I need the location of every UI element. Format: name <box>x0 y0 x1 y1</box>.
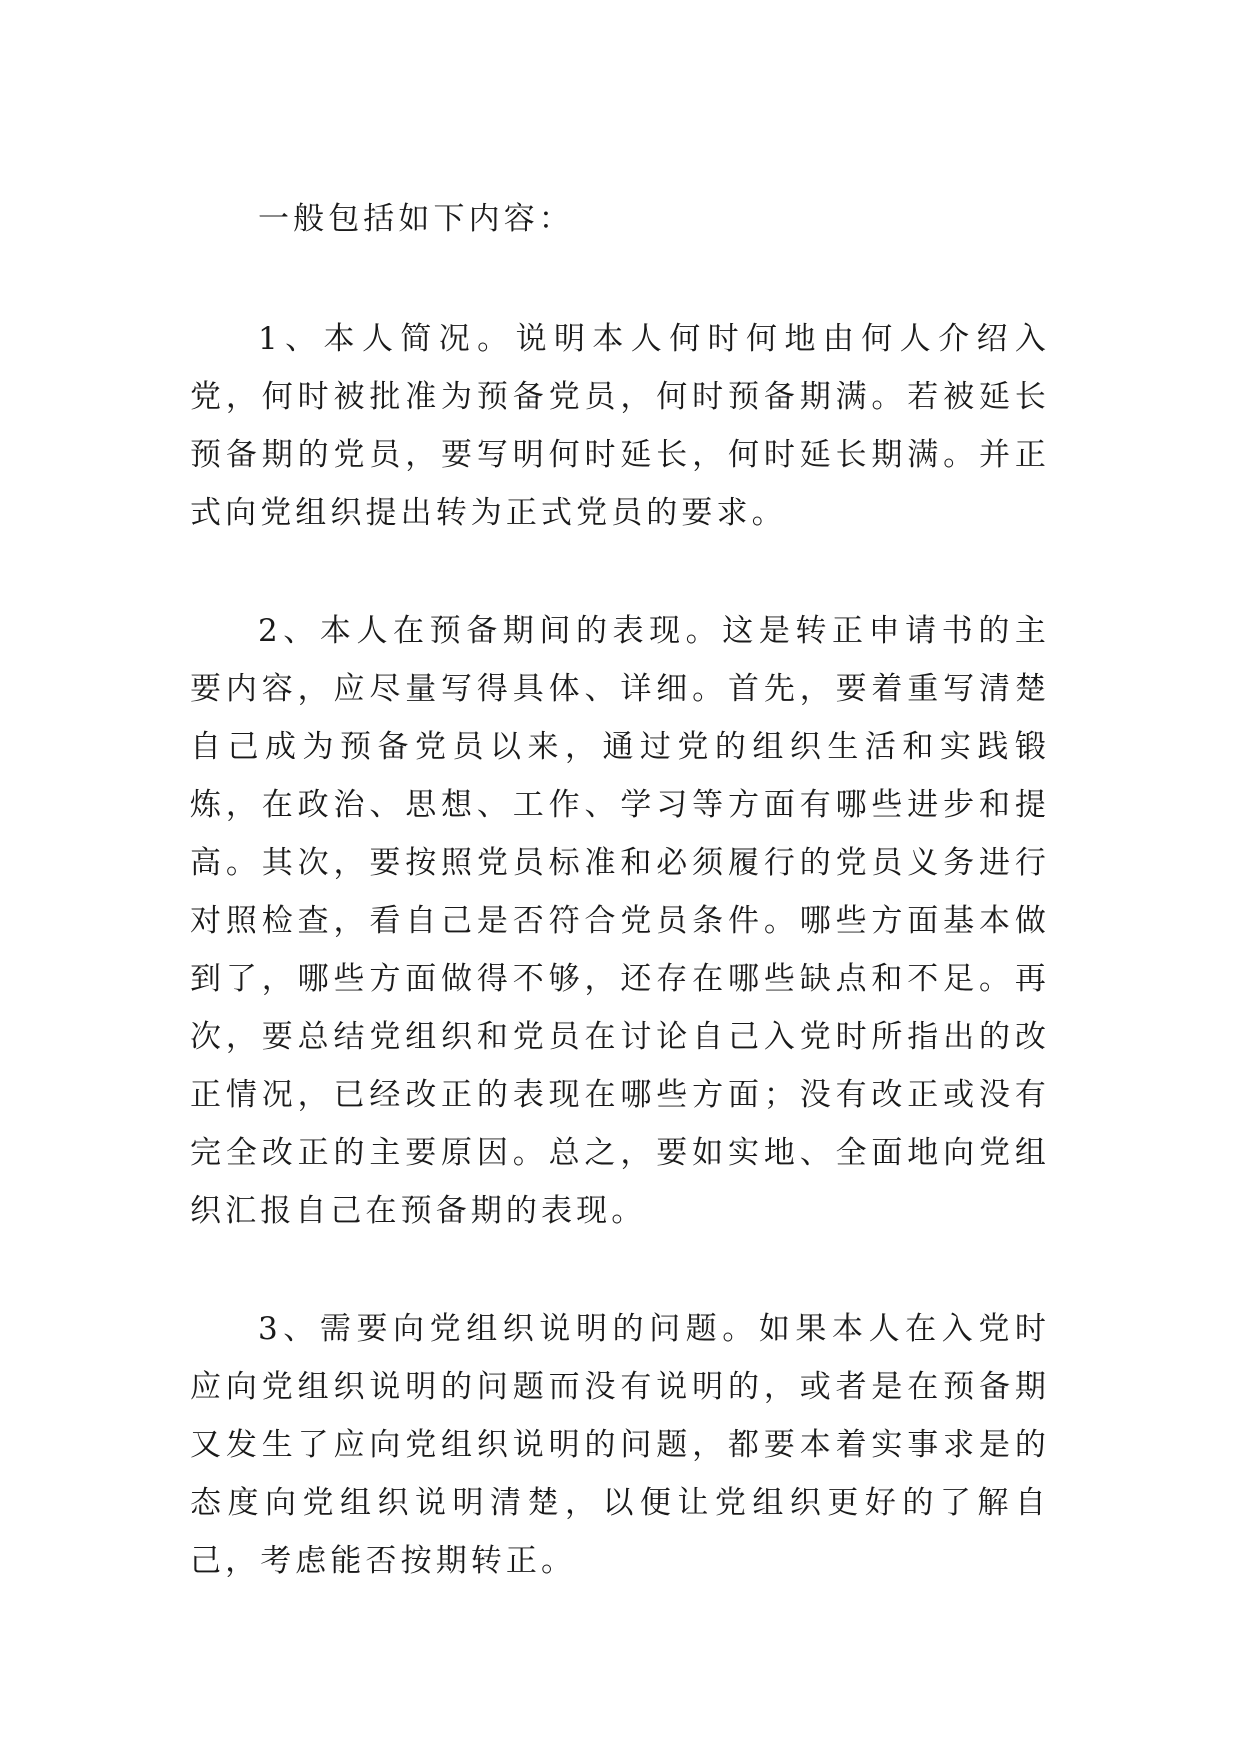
item-1-paragraph: 1、本人简况。说明本人何时何地由何人介绍入党，何时被批准为预备党员，何时预备期满。若被延长预备期的党员，要写明何时延长，何时延长期满。并正式向党组织提出转为正式党员的要求。 <box>190 321 1050 531</box>
intro-paragraph: 一般包括如下内容： <box>258 201 574 237</box>
document-page <box>190 190 1050 1650</box>
item-3-paragraph: 3、需要向党组织说明的问题。如果本人在入党时应向党组织说明的问题而没有说明的，或者是在预备期又发生了应向党组织说明的问题，都要本着实事求是的态度向党组织说明清楚，以便让党组织更好的了解自己，考虑能否按期转正。 <box>190 1311 1050 1579</box>
item-2-paragraph: 2、本人在预备期间的表现。这是转正申请书的主要内容，应尽量写得具体、详细。首先，要着重写清楚自己成为预备党员以来，通过党的组织生活和实践锻炼，在政治、思想、工作、学习等方面有哪些进步和提高。其次，要按照党员标准和必须履行的党员义务进行对照检查，看自己是否符合党员条件。哪些方面基本做到了，哪些方面做得不够，还存在哪些缺点和不足。再次，要总结党组织和党员在讨论自己入党时所指出的改正情况，已经改正的表现在哪些方面；没有改正或没有完全改正的主要原因。总之，要如实地、全面地向党组织汇报自己在预备期的表现。 <box>190 613 1050 1229</box>
